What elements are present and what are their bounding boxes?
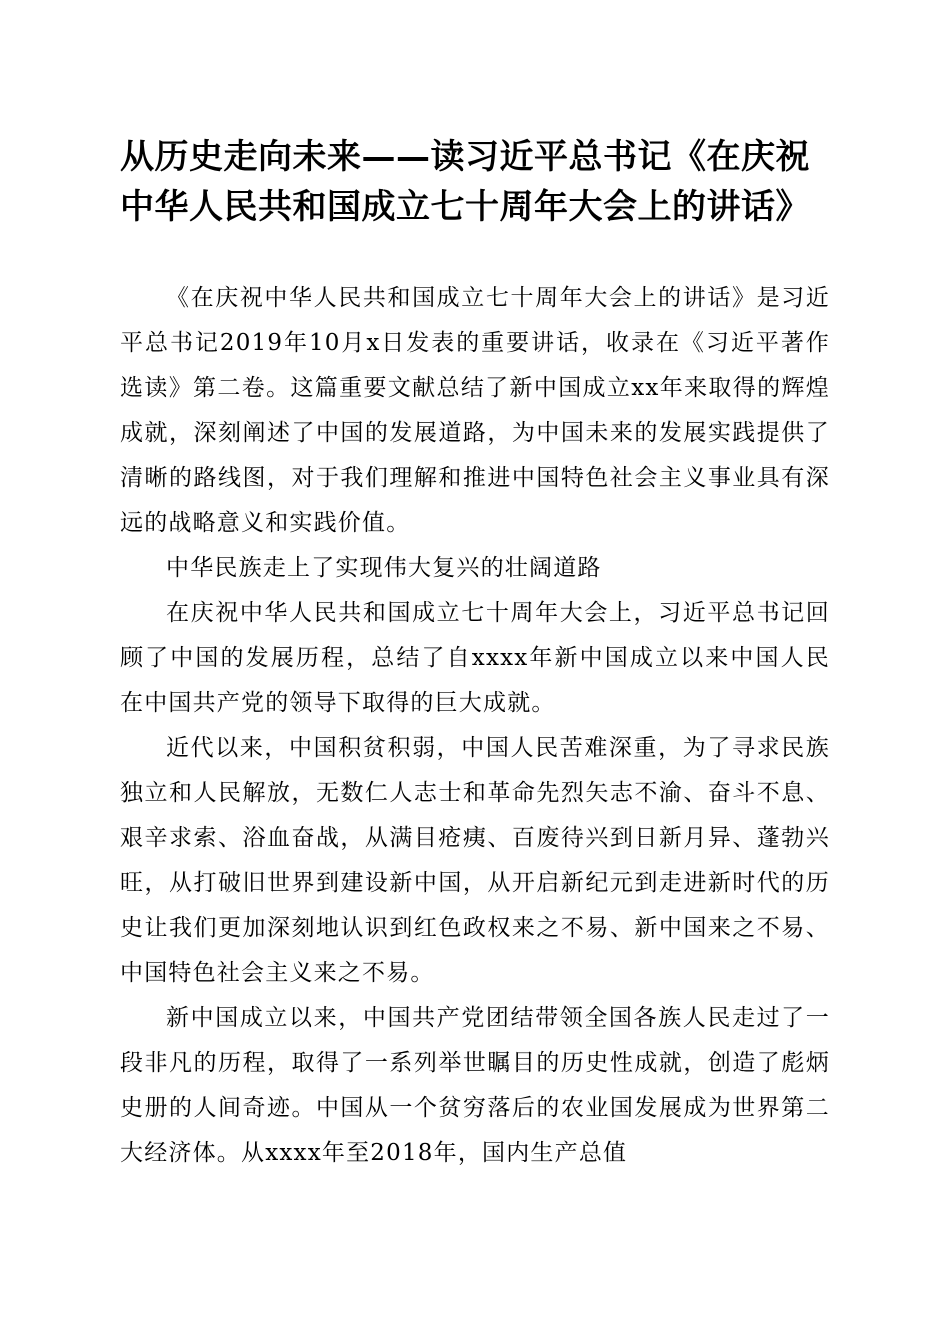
title-line-1: 从历史走向未来——读习近平总书记《在庆祝 xyxy=(120,137,810,177)
paragraph-intro: 《在庆祝中华人民共和国成立七十周年大会上的讲话》是习近平总书记2019年10月x日发表的重要讲话，收录在《习近平著作选读》第二卷。这篇重要文献总结了新中国成立xx年来取得的辉煌成就，深刻阐述了中国的发展道路，为中国未来的发展实践提供了清晰的路线图，对于我们理解和推进中国特色社会主义事业具有深远的战略意义和实践价值。 xyxy=(120,285,830,536)
title-line-2: 中华人民共和国成立七十周年大会上的讲话》 xyxy=(120,187,810,227)
paragraph-review: 在庆祝中华人民共和国成立七十周年大会上，习近平总书记回顾了中国的发展历程，总结了自xxxx年新中国成立以来中国人民在中国共产党的领导下取得的巨大成就。 xyxy=(120,600,830,716)
paragraph-achievements: 新中国成立以来，中国共产党团结带领全国各族人民走过了一段非凡的历程，取得了一系列举世瞩目的历史性成就，创造了彪炳史册的人间奇迹。中国从一个贫穷落后的农业国发展成为世界第二大经济体。从xxxx年至2018年，国内生产总值 xyxy=(120,1005,830,1166)
section-heading: 中华民族走上了实现伟大复兴的壮阔道路 xyxy=(166,555,602,581)
document-body xyxy=(120,276,830,1176)
document-title xyxy=(120,132,840,232)
paragraph-modern-history: 近代以来，中国积贫积弱，中国人民苦难深重，为了寻求民族独立和人民解放，无数仁人志士和革命先烈矢志不渝、奋斗不息、艰辛求索、浴血奋战，从满目疮痍、百废待兴到日新月异、蓬勃兴旺，从打破旧世界到建设新中国，从开启新纪元到走进新时代的历史让我们更加深刻地认识到红色政权来之不易、新中国来之不易、中国特色社会主义来之不易。 xyxy=(120,735,830,986)
